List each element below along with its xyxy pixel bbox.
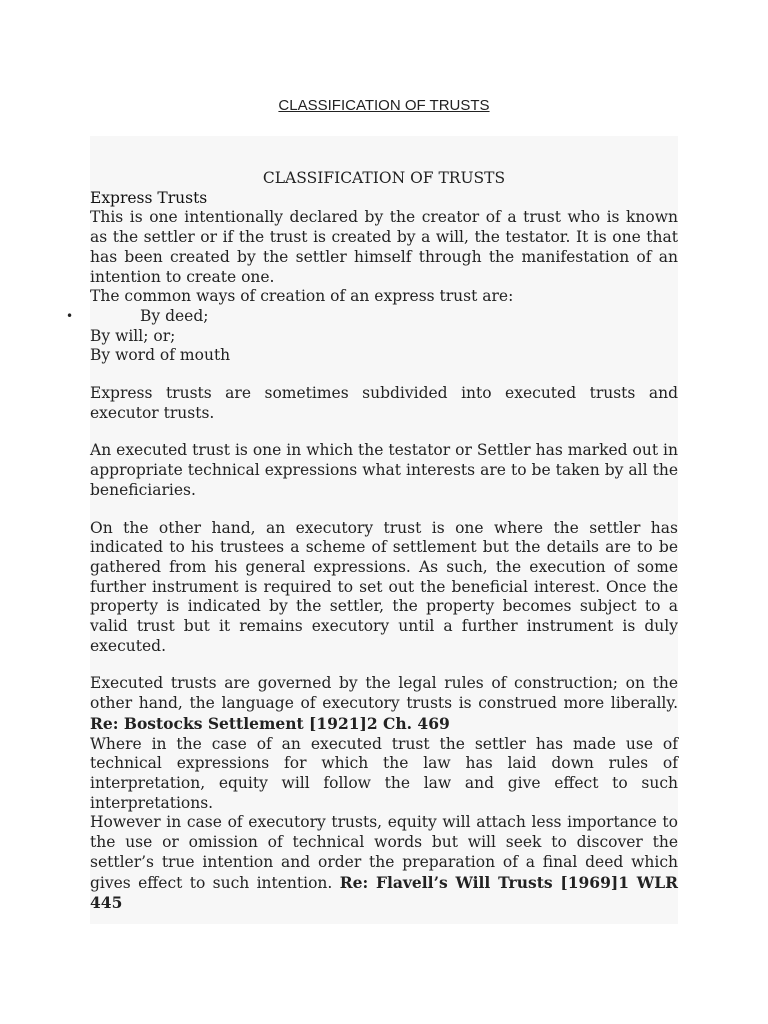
paragraph-subdivided: Express trusts are sometimes subdivided into executed trusts and executor trusts. — [90, 384, 678, 422]
paragraph-governed — [90, 674, 678, 734]
paragraph-however — [90, 813, 678, 914]
paragraph-however-text: However in case of executory trusts, equity will attach less importance to the use or omission of technical words but will seek to discover the settler’s true intention and order the preparation of a final deed which gives effect to such intention. — [90, 813, 678, 892]
document-heading: CLASSIFICATION OF TRUSTS — [262, 169, 506, 187]
paragraph-executed-trust: An executed trust is one in which the testator or Settler has marked out in appropriate technical expressions what interests are to be taken by all the beneficiaries. — [90, 441, 678, 499]
paragraph-intro: This is one intentionally declared by the creator of a trust who is known as the settler or if the trust is created by a will, the testator. It is one that has been created by the settler himself through the manifestation of an intention to create one. — [90, 208, 678, 286]
document-content — [66, 169, 678, 914]
case-reference-bostocks: Re: Bostocks Settlement [1921]2 Ch. 469 — [90, 713, 450, 733]
list-item-by-deed — [66, 306, 678, 327]
ways-intro: The common ways of creation of an express trust are: — [90, 287, 514, 306]
document-body — [66, 136, 678, 924]
case-reference-flavell: Re: Flavell’s Will Trusts [1969]1 WLR 445 — [90, 872, 678, 913]
list-item-by-word-of-mouth: By word of mouth — [90, 346, 231, 365]
section-heading-express-trusts: Express Trusts — [90, 188, 208, 207]
paragraph-where: Where in the case of an executed trust the settler has made use of technical expressions for which the law has laid down rules of interpretation, equity will follow the law and give effect to such interpretations. — [90, 734, 678, 812]
bullet-icon: • — [66, 308, 74, 323]
paragraph-governed-text: Executed trusts are governed by the legal rules of construction; on the other hand, the language of executory trusts is construed more liberally. — [90, 674, 678, 713]
list-item-by-will: By will; or; — [90, 326, 176, 345]
page-title: CLASSIFICATION OF TRUSTS — [278, 97, 490, 114]
list-item-label: By deed; — [140, 306, 209, 325]
paragraph-executory-trust: On the other hand, an executory trust is one where the settler has indicated to his trustees a scheme of settlement but the details are to be gathered from his general expressions. As such, the execution of some further instrument is required to set out the beneficial interest. Once the property is indicated by the settler, the property becomes subject to a valid trust but it remains executory until a further instrument is duly executed. — [90, 518, 678, 655]
